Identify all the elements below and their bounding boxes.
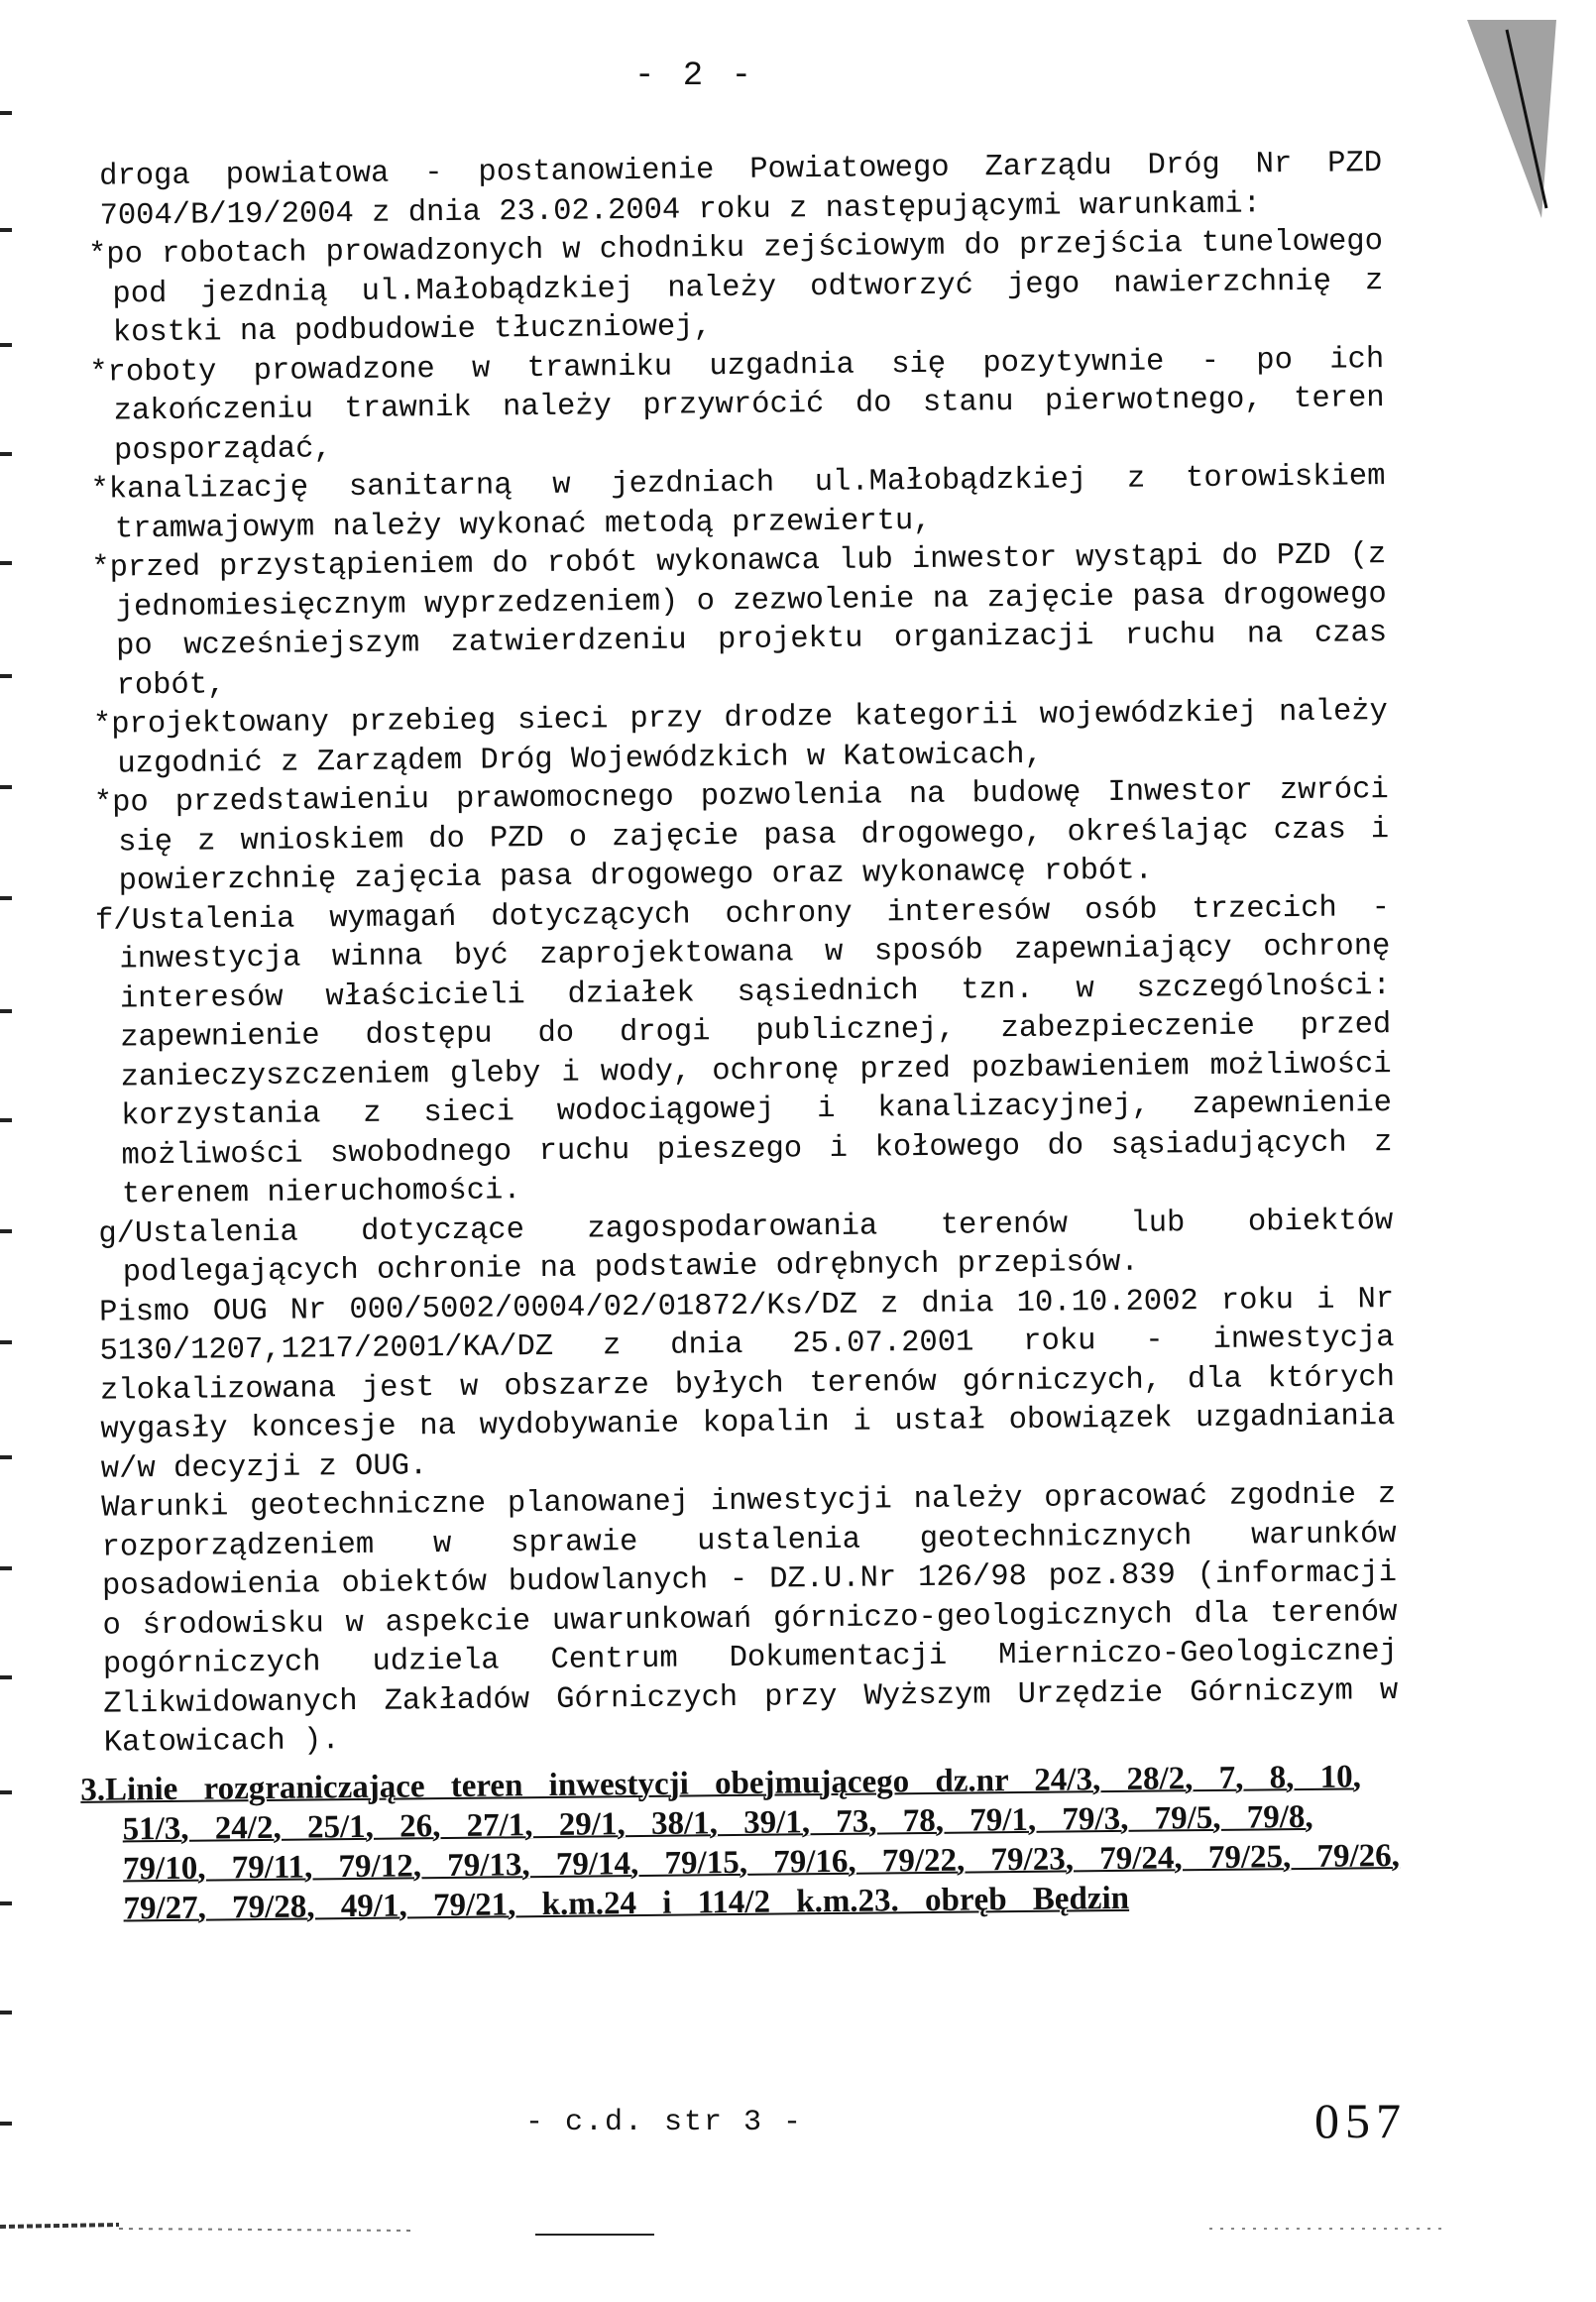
margin-mark	[0, 228, 12, 232]
condition-sidewalk: *po robotach prowadzonych w chodniku zejściowym do przejścia tunelowego pod jezdnią ul.Małobądzkiej należy odtworzyć jego nawierzchnię z kostki na podbudowie tłuczniowej,	[87, 225, 1384, 351]
paragraph-oug-letter: Pismo OUG Nr 000/5002/0004/02/01872/Ks/DZ z dnia 10.10.2002 roku i Nr 5130/1207,1217/2001/KA/DZ z dnia 25.07.2001 roku - inwestycja zlokalizowana jest w obszarze byłych terenów górniczych, dla których wygasły koncesje na wydobywanie kopalin i ustał obowiązek uzgadniania w/w decyzji z OUG.	[99, 1282, 1396, 1487]
condition-permit: *przed przystąpieniem do robót wykonawca lub inwestor wystąpi do PZD (z jednomiesięcznym wyprzedzeniem) o zezwolenie na zajęcie pasa drogowego po wcześniejszym zatwierdzeniu projektu organizacji ruchu na czas robót,	[91, 538, 1388, 703]
margin-mark	[0, 1455, 12, 1459]
condition-investor: *po przedstawieniu prawomocnego pozwolenia na budowę Inwestor zwróci się z wnioskiem do PZD o zajęcie pasa drogowego, określając czas i powierzchnię zajęcia pasa drogowego oraz wykonawcę robót.	[93, 773, 1390, 899]
page-number: - 2 -	[634, 58, 756, 95]
margin-mark	[0, 1566, 12, 1570]
margin-mark	[0, 1340, 12, 1344]
margin-mark	[0, 452, 12, 456]
margin-mark	[0, 1790, 12, 1794]
section-f-third-parties: f/Ustalenia wymagań dotyczących ochrony interesów osób trzecich - inwestycja winna być zaprojektowana w sposób zapewniający ochronę interesów właścicieli działek sąsiednich tzn. w szczególności: zapewnienie dostępu do drogi publicznej, zabezpieczenie przed zanieczyszczeniem gleby i wody, ochronę przed pozbawieniem możliwości korzystania z sieci wodociągowej i kanalizacyjnej, zapewnienie możliwości swobodnego ruchu pieszego i kołowego do sąsiadujących z terenem nieruchomości.	[94, 890, 1393, 1212]
condition-voivodeship-road: *projektowany przebieg sieci przy drodze kategorii wojewódzkiej należy uzgodnić z Zarządem Dróg Wojewódzkich w Katowicach,	[92, 695, 1389, 781]
condition-lawn: *roboty prowadzone w trawniku uzgadnia się pozytywnie - po ich zakończeniu trawnik należy przywrócić do stanu pierwotnego, teren posporządać,	[89, 342, 1385, 468]
margin-mark	[0, 1901, 12, 1905]
margin-mark	[0, 2011, 12, 2014]
condition-sewer: *kanalizację sanitarną w jezdniach ul.Małobądzkiej z torowiskiem tramwajowym należy wykonać metodą przewiertu,	[90, 460, 1386, 546]
scan-edge-artifact	[1447, 20, 1556, 218]
margin-mark	[0, 1118, 12, 1122]
margin-mark	[0, 111, 12, 115]
margin-mark	[0, 561, 12, 565]
continuation-note: - c.d. str 3 -	[525, 2106, 804, 2139]
stamp-page-number: 057	[1314, 2093, 1407, 2148]
margin-mark	[0, 1009, 12, 1013]
section-g-protected-areas: g/Ustalenia dotyczące zagospodarowania terenów lub obiektów podlegających ochronie na podstawie odrębnych przepisów.	[98, 1204, 1394, 1291]
paragraph-geotechnical: Warunki geotechniczne planowanej inwestycji należy opracować zgodnie z rozporządzeniem w sprawie ustalenia geotechnicznych warunków posadowienia obiektów budowlanych - DZ.U.Nr 126/98 poz.839 (informacji o środowisku w aspekcie uwarunkowań górniczo-geologicznych dla terenów pogórniczych udziela Centrum Dokumentacji Mierniczo-Geologicznej Zlikwidowanych Zakładów Górniczych przy Wyższym Urzędzie Górniczym w Katowicach ).	[101, 1477, 1399, 1761]
margin-mark	[0, 1675, 12, 1679]
margin-mark	[0, 2122, 12, 2126]
paragraph-road-decision: droga powiatowa - postanowienie Powiatowego Zarządu Dróg Nr PZD 7004/B/19/2004 z dnia 23.02.2004 roku z następującymi warunkami:	[99, 147, 1383, 234]
margin-mark	[0, 1229, 12, 1233]
scan-noise-artifact	[0, 2209, 1596, 2248]
margin-mark	[0, 785, 12, 789]
margin-mark	[0, 896, 12, 900]
margin-mark	[0, 674, 12, 678]
margin-mark	[0, 343, 12, 347]
section-3-boundary-lines: 3.Linie rozgraniczające teren inwestycji obejmującego dz.nr 24/3, 28/2, 7, 8, 10, 51/3, 24/2, 25/1, 26, 27/1, 29/1, 38/1, 39/1, 73, 78, 79/1, 79/3, 79/5, 79/8, 79/10, 79/11, 79/12, 79/13, 79/14, 79/15, 79/16, 79/22, 79/23, 79/24, 79/25, 79/26, 79/27, 79/28, 49/1, 79/21, k.m.24 i 114/2 k.m.23. obręb Będzin	[80, 1758, 1401, 1926]
document-body	[63, 145, 1401, 1928]
